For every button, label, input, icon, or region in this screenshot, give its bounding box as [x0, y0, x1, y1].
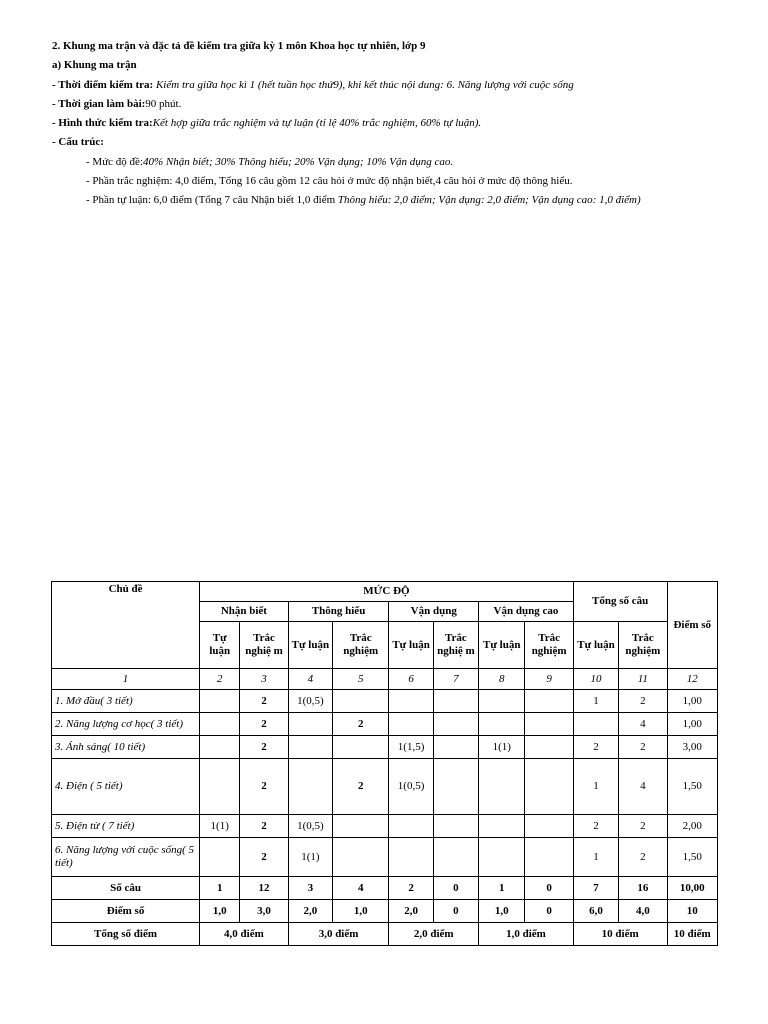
structure-label: - Cấu trúc: [52, 136, 104, 149]
count-row [52, 877, 718, 900]
cell: 1,0 điểm [479, 923, 574, 946]
cell: 2,0 điểm [389, 923, 479, 946]
count-label: Số câu [52, 877, 200, 900]
cell: 1(1) [479, 736, 525, 759]
cell: 2 [619, 838, 667, 877]
topic-cell: 4. Điện ( 5 tiết) [52, 759, 200, 815]
cell: 2 [333, 759, 389, 815]
cell: 2 [619, 736, 667, 759]
cell [200, 690, 240, 713]
cell [573, 713, 618, 736]
sub-mc: Trắc nghiệ m [433, 622, 478, 669]
cell: 1(1) [288, 838, 332, 877]
sub-mc: Trắc nghiệm [333, 622, 389, 669]
section-subtitle: a) Khung ma trận [52, 59, 137, 72]
score-row [52, 900, 718, 923]
cell [200, 713, 240, 736]
cell: 0 [525, 877, 573, 900]
level-prefix: - Mức độ đề: [86, 155, 143, 168]
exam-time-value: Kiểm tra giữa học kì 1 (hết tuần học thứ9), khi kết thúc nội dung: 6. Năng lượng với cuộc sống [153, 78, 574, 91]
cell: 1,00 [667, 690, 718, 713]
score-label: Điểm số [52, 900, 200, 923]
col-number: 12 [667, 669, 718, 690]
cell [333, 736, 389, 759]
header-level: MỨC ĐỘ [200, 582, 574, 602]
header-score: Điểm số [667, 582, 718, 669]
cell [288, 736, 332, 759]
cell [525, 690, 573, 713]
cell: 10 [667, 900, 718, 923]
cell: 2 [573, 815, 618, 838]
header-level-apply: Vận dụng [389, 602, 479, 622]
cell: 1(0,5) [288, 815, 332, 838]
table-row [52, 736, 718, 759]
header-level-apply-high: Vận dụng cao [479, 602, 574, 622]
cell: 1(0,5) [288, 690, 332, 713]
topic-cell: 5. Điện từ ( 7 tiết) [52, 815, 200, 838]
sub-mc: Trắc nghiệm [619, 622, 667, 669]
cell [525, 736, 573, 759]
col-number: 7 [433, 669, 478, 690]
cell [433, 838, 478, 877]
cell [433, 713, 478, 736]
cell [525, 713, 573, 736]
level-value: 40% Nhận biết; 30% Thông hiểu; 20% Vận dụng; 10% Vận dụng cao. [142, 155, 454, 168]
cell: 2 [240, 759, 288, 815]
cell [479, 713, 525, 736]
header-level-understand: Thông hiểu [288, 602, 389, 622]
cell: 1 [479, 877, 525, 900]
cell: 6,0 [573, 900, 618, 923]
header-level-recognize: Nhận biết [200, 602, 289, 622]
header-row-1 [52, 582, 718, 602]
cell [433, 759, 478, 815]
sub-essay: Tự luận [479, 622, 525, 669]
col-number: 5 [333, 669, 389, 690]
cell: 2 [619, 815, 667, 838]
table-row [52, 690, 718, 713]
total-row [52, 923, 718, 946]
cell: 1(1,5) [389, 736, 433, 759]
cell [525, 838, 573, 877]
document-header [52, 37, 732, 211]
sub-essay: Tự luận [288, 622, 332, 669]
table-row [52, 713, 718, 736]
cell: 2 [389, 877, 433, 900]
col-number: 6 [389, 669, 433, 690]
cell [479, 690, 525, 713]
cell: 2,0 [288, 900, 332, 923]
cell: 0 [525, 900, 573, 923]
sub-essay: Tự luận [389, 622, 433, 669]
cell: 2 [240, 838, 288, 877]
form-value: Kết hợp giữa trắc nghiệm và tự luận (tỉ lệ 40% trắc nghiệm, 60% tự luận). [152, 117, 482, 130]
cell: 4,0 [619, 900, 667, 923]
table-row [52, 838, 718, 877]
cell [479, 838, 525, 877]
table-row [52, 815, 718, 838]
cell: 3 [288, 877, 332, 900]
form-label: - Hình thức kiểm tra: [52, 117, 153, 130]
cell: 2 [573, 736, 618, 759]
cell [433, 690, 478, 713]
cell: 1,0 [333, 900, 389, 923]
col-number: 2 [200, 669, 240, 690]
col-number: 11 [619, 669, 667, 690]
cell [288, 713, 332, 736]
topic-cell: 3. Ánh sáng( 10 tiết) [52, 736, 200, 759]
cell [333, 815, 389, 838]
col-number: 10 [573, 669, 618, 690]
cell: 2 [240, 815, 288, 838]
cell [479, 815, 525, 838]
sub-mc: Trắc nghiệm [525, 622, 573, 669]
table-row [52, 759, 718, 815]
header-total-questions: Tổng số câu [573, 582, 667, 622]
level-line [52, 153, 732, 172]
cell: 2 [240, 690, 288, 713]
cell: 2 [333, 713, 389, 736]
cell: 3,00 [667, 736, 718, 759]
duration-value: 90 phút. [145, 97, 182, 110]
topic-cell: 2. Năng lượng cơ học( 3 tiết) [52, 713, 200, 736]
cell: 10 điểm [573, 923, 667, 946]
cell: 1(0,5) [389, 759, 433, 815]
cell: 1,0 [479, 900, 525, 923]
sub-essay: Tự luận [573, 622, 618, 669]
cell [333, 690, 389, 713]
cell: 2 [240, 736, 288, 759]
cell: 1,50 [667, 838, 718, 877]
col-number: 8 [479, 669, 525, 690]
cell: 1,00 [667, 713, 718, 736]
duration-label: - Thời gian làm bài: [52, 97, 146, 110]
cell: 1 [573, 838, 618, 877]
essay-prefix: - Phần tự luận: 6,0 điểm (Tổng 7 câu Nhận biết 1,0 điểm [86, 194, 338, 207]
duration-line [52, 95, 732, 114]
cell: 7 [573, 877, 618, 900]
form-line [52, 114, 732, 133]
cell [389, 815, 433, 838]
exam-time-label: - Thời điểm kiểm tra: [52, 78, 154, 91]
topic-cell: 6. Năng lượng với cuộc sống( 5 tiết) [52, 838, 200, 877]
cell [333, 838, 389, 877]
cell [389, 690, 433, 713]
cell [525, 815, 573, 838]
cell: 4,0 điểm [200, 923, 289, 946]
cell: 1(1) [200, 815, 240, 838]
cell [389, 838, 433, 877]
section-title: 2. Khung ma trận và đặc tả đề kiểm tra giữa kỳ 1 môn Khoa học tự nhiên, lớp 9 [52, 40, 426, 52]
cell: 0 [433, 877, 478, 900]
matrix-table [51, 581, 718, 946]
cell: 10,00 [667, 877, 718, 900]
exam-time-line [52, 76, 732, 95]
cell: 10 điểm [667, 923, 718, 946]
column-number-row [52, 669, 718, 690]
cell: 1,0 [200, 900, 240, 923]
cell: 2 [240, 713, 288, 736]
cell: 1,50 [667, 759, 718, 815]
mc-line: - Phần trắc nghiệm: 4,0 điểm, Tổng 16 câu gồm 12 câu hỏi ở mức độ nhận biết,4 câu hỏi ở mức độ thông hiểu. [86, 175, 573, 188]
essay-line [52, 191, 732, 210]
cell: 2,00 [667, 815, 718, 838]
sub-essay: Tự luận [200, 622, 240, 669]
cell: 1 [573, 690, 618, 713]
cell: 2,0 [389, 900, 433, 923]
col-number: 4 [288, 669, 332, 690]
cell: 1 [573, 759, 618, 815]
topic-cell: 1. Mở đầu( 3 tiết) [52, 690, 200, 713]
cell [389, 713, 433, 736]
sub-mc: Trắc nghiệ m [240, 622, 288, 669]
cell [433, 815, 478, 838]
cell: 12 [240, 877, 288, 900]
cell: 2 [619, 690, 667, 713]
cell [479, 759, 525, 815]
cell [200, 759, 240, 815]
cell [288, 759, 332, 815]
col-number: 3 [240, 669, 288, 690]
cell: 16 [619, 877, 667, 900]
header-topic: Chủ đề [52, 582, 200, 669]
cell: 4 [619, 759, 667, 815]
cell: 3,0 điểm [288, 923, 389, 946]
cell: 0 [433, 900, 478, 923]
cell: 3,0 [240, 900, 288, 923]
total-label: Tổng số điểm [52, 923, 200, 946]
cell [200, 838, 240, 877]
cell: 4 [619, 713, 667, 736]
col-number: 9 [525, 669, 573, 690]
cell [433, 736, 478, 759]
cell [200, 736, 240, 759]
cell: 1 [200, 877, 240, 900]
cell [525, 759, 573, 815]
col-number: 1 [52, 669, 200, 690]
cell: 4 [333, 877, 389, 900]
essay-italic: Thông hiểu: 2,0 điểm; Vận dụng: 2,0 điểm; Vận dụng cao: 1,0 điểm) [337, 194, 641, 207]
